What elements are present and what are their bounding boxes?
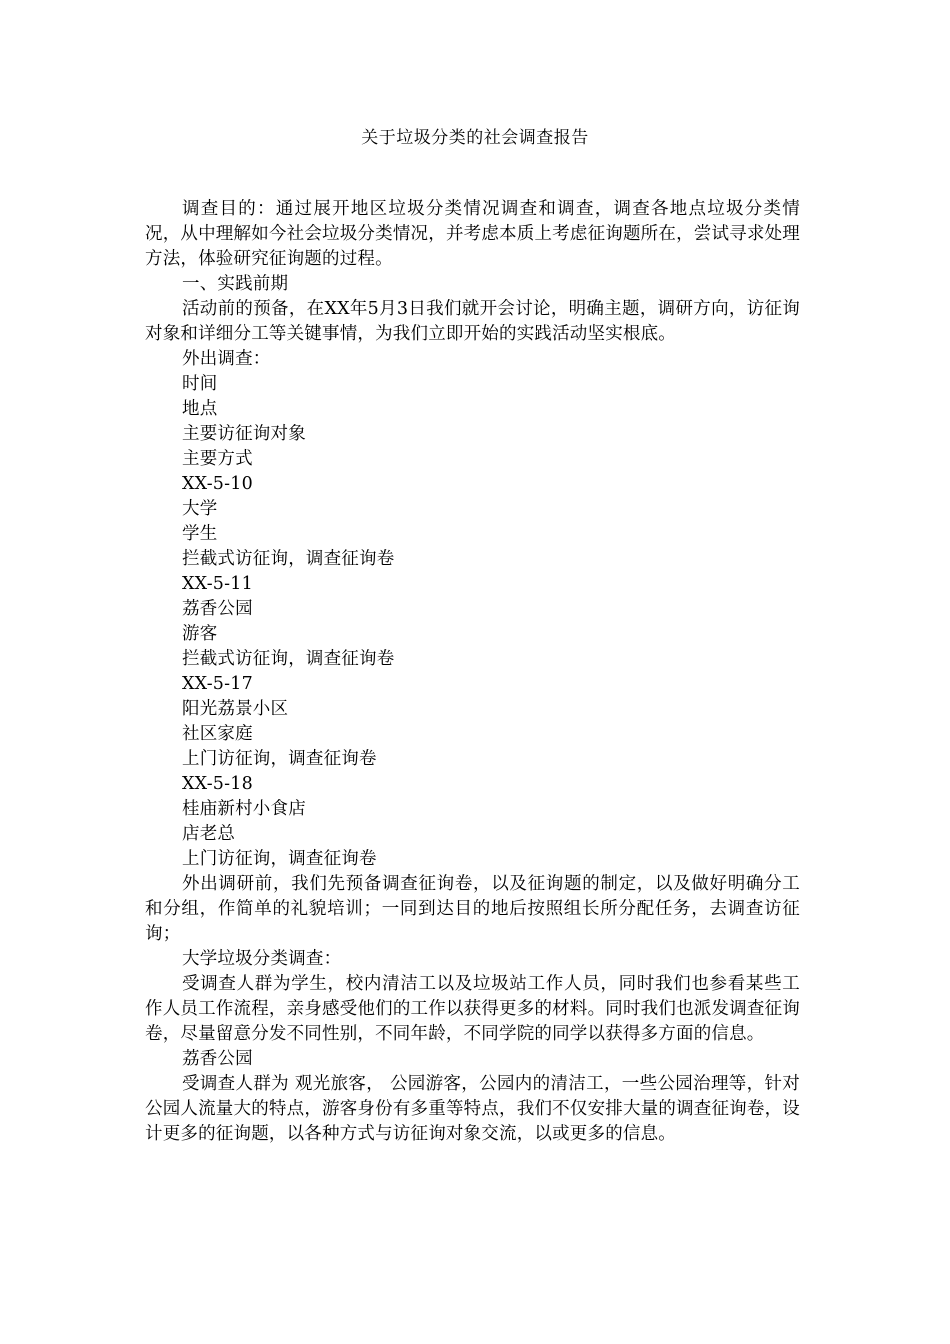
outing-heading: 外出调查： — [182, 349, 271, 369]
table-cell-method: 上门访征询，调查征询卷 — [182, 749, 377, 769]
table-cell-target: 游客 — [182, 624, 218, 644]
table-cell-location: 大学 — [182, 499, 218, 519]
table-cell-location: 荔香公园 — [182, 599, 253, 619]
table-cell-target: 店老总 — [182, 824, 236, 844]
page-title: 关于垃圾分类的社会调查报告 — [361, 128, 589, 148]
table-cell-location: 阳光荔景小区 — [182, 699, 289, 719]
table-cell-method: 拦截式访征询，调查征询卷 — [182, 549, 395, 569]
table-cell-method: 上门访征询，调查征询卷 — [182, 849, 377, 869]
table-header-location: 地点 — [182, 399, 218, 419]
table-header-method: 主要方式 — [182, 449, 253, 469]
university-heading: 大学垃圾分类调查： — [182, 949, 342, 969]
table-header-target: 主要访征询对象 — [182, 424, 306, 444]
table-cell-date: XX-5-11 — [182, 574, 253, 594]
document-body — [145, 197, 800, 1147]
table-cell-method: 拦截式访征询，调查征询卷 — [182, 649, 395, 669]
table-header-time: 时间 — [182, 374, 218, 394]
table-cell-date: XX-5-10 — [182, 474, 253, 494]
schedule-table — [145, 372, 800, 872]
preparation-paragraph: 活动前的预备，在XX年5月3日我们就开会讨论，明确主题，调研方向，访征询对象和详细分工等关键事情，为我们立即开始的实践活动坚实根底。 — [145, 299, 800, 344]
table-cell-location: 桂庙新村小食店 — [182, 799, 306, 819]
park-heading: 荔香公园 — [182, 1049, 253, 1069]
pre-research-paragraph: 外出调研前，我们先预备调查征询卷，以及征询题的制定，以及做好明确分工和分组，作简单的礼貌培训；一同到达目的地后按照组长所分配任务，去调查访征询； — [145, 874, 800, 944]
table-cell-date: XX-5-17 — [182, 674, 253, 694]
table-cell-target: 社区家庭 — [182, 724, 253, 744]
park-paragraph: 受调查人群为 观光旅客， 公园游客，公园内的清洁工，一些公园治理等，针对公园人流量大的特点，游客身份有多重等特点，我们不仅安排大量的调查征询卷，设计更多的征询题，以各种方式与访征询对象交流，以或更多的信息。 — [145, 1074, 800, 1144]
university-paragraph: 受调查人群为学生，校内清洁工以及垃圾站工作人员，同时我们也参看某些工作人员工作流程，亲身感受他们的工作以获得更多的材料。同时我们也派发调查征询卷，尽量留意分发不同性别，不同年龄，不同学院的同学以获得多方面的信息。 — [145, 974, 800, 1044]
table-cell-date: XX-5-18 — [182, 774, 253, 794]
section-heading-practice: 一、实践前期 — [182, 274, 289, 294]
table-cell-target: 学生 — [182, 524, 218, 544]
purpose-paragraph: 调查目的：通过展开地区垃圾分类情况调查和调查，调查各地点垃圾分类情况，从中理解如今社会垃圾分类情况，并考虑本质上考虑征询题所在，尝试寻求处理方法，体验研究征询题的过程。 — [145, 199, 800, 269]
